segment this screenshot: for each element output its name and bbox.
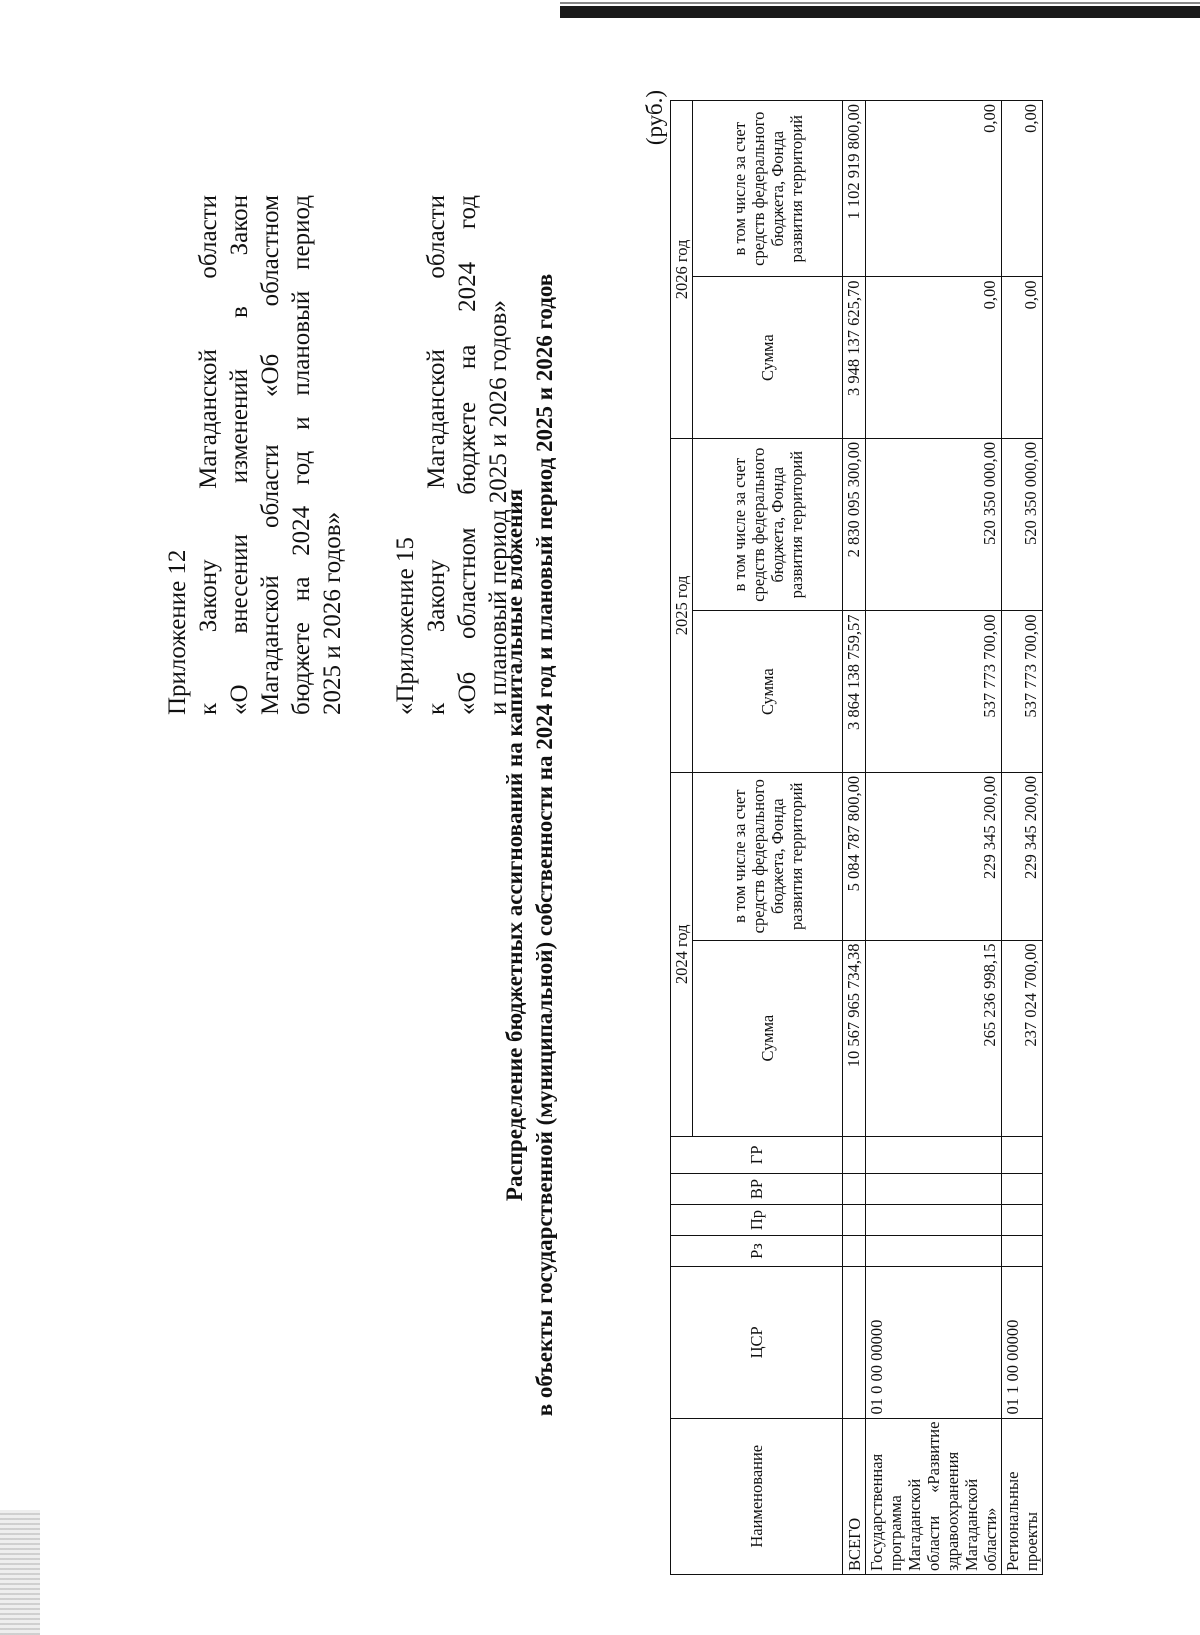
annex12-word: Закону — [195, 559, 222, 633]
row-sum-2024: 10 567 965 734,38 — [843, 940, 866, 1136]
annex15-word: Закону — [423, 559, 450, 633]
annex15-word: на — [454, 344, 481, 370]
header-year-2026: 2026 год — [671, 101, 693, 439]
row-sum-2024: 237 024 700,00 — [1002, 940, 1043, 1136]
annex12-word: на — [288, 576, 315, 602]
annex15-line — [421, 195, 452, 715]
annex12-word: Магаданской — [195, 349, 222, 489]
annex12-line — [193, 195, 224, 715]
header-csr: ЦСР — [671, 1267, 843, 1418]
annex12-line — [317, 195, 348, 715]
row-gr — [866, 1136, 1002, 1173]
annex15-word: 2024 — [454, 261, 481, 312]
unit-label: (руб.) — [642, 90, 667, 146]
row-csr: 01 1 00 00000 — [1002, 1267, 1043, 1418]
row-csr — [843, 1267, 866, 1418]
annex12-word: к — [195, 702, 222, 715]
header-sum-2024: Сумма — [693, 940, 843, 1136]
header-year-2024: 2024 год — [671, 772, 693, 1136]
row-federal-2024: 5 084 787 800,00 — [843, 772, 866, 940]
row-vr — [1002, 1173, 1043, 1204]
row-federal-2025: 520 350 000,00 — [866, 438, 1002, 611]
row-name: Государственная программа Магаданской области «Развитие здравоохранения Магаданской области» — [866, 1418, 1002, 1574]
row-sum-2026: 0,00 — [1002, 277, 1043, 438]
annex12-word: Закон — [226, 195, 253, 256]
document-title — [500, 115, 560, 1575]
header-incl-2025: в том числе за счет средств федерального бюджета, Фонда развития территорий — [693, 438, 843, 611]
annex15-word: год — [454, 195, 481, 230]
annex15-word: области — [423, 195, 450, 279]
row-federal-2024: 229 345 200,00 — [866, 772, 1002, 940]
annex15-word: Магаданской — [423, 349, 450, 489]
annex-12-title: Приложение 12 — [164, 549, 191, 715]
row-federal-2025: 520 350 000,00 — [1002, 438, 1043, 611]
row-sum-2026: 0,00 — [866, 277, 1002, 438]
row-federal-2025: 2 830 095 300,00 — [843, 438, 866, 611]
row-federal-2026: 0,00 — [866, 101, 1002, 277]
header-name: Наименование — [671, 1418, 843, 1574]
annex15-line — [452, 195, 483, 715]
annex12-word: период — [288, 195, 315, 270]
row-sum-2026: 3 948 137 625,70 — [843, 277, 866, 438]
annex-15-block — [390, 195, 514, 715]
row-name: ВСЕГО — [843, 1418, 866, 1574]
annex12-word: год — [288, 450, 315, 485]
row-pr — [866, 1205, 1002, 1236]
document-title-line-2: в объекты государственной (муниципальной) собственности на 2024 год и плановый период 2025 и 2026 годов — [532, 273, 557, 1417]
header-incl-2024: в том числе за счет средств федерального бюджета, Фонда развития территорий — [693, 772, 843, 940]
annex-15-title: «Приложение 15 — [392, 537, 419, 715]
header-row-years — [671, 101, 693, 1575]
row-rz — [866, 1236, 1002, 1267]
header-sum-2026: Сумма — [693, 277, 843, 438]
annex12-line — [224, 195, 255, 715]
table-row-program — [866, 101, 1002, 1575]
annex12-word: бюджете — [288, 622, 315, 715]
annex12-word: плановый — [288, 290, 315, 396]
row-federal-2026: 0,00 — [1002, 101, 1043, 277]
annex12-word: «О — [226, 684, 253, 715]
annex12-word: 2024 — [288, 505, 315, 556]
annex12-word: области — [257, 444, 284, 528]
annex12-word: Магаданской — [257, 575, 284, 715]
row-gr — [1002, 1136, 1043, 1173]
annex12-line — [286, 195, 317, 715]
header-rz: Рз — [671, 1236, 843, 1267]
header-pr: Пр — [671, 1205, 843, 1236]
row-name: Региональные проекты — [1002, 1418, 1043, 1574]
annex12-word: 2025 и 2026 годов» — [319, 511, 346, 715]
annex15-word: и плановый период 2025 и 2026 годов» — [485, 300, 512, 715]
capital-investments-table — [670, 100, 1043, 1575]
table-row-regional-projects — [1002, 101, 1043, 1575]
annex15-word: областном — [454, 527, 481, 639]
annex12-line — [255, 195, 286, 715]
header-incl-2026: в том числе за счет средств федерального бюджета, Фонда развития территорий — [693, 101, 843, 277]
header-year-2025: 2025 год — [671, 438, 693, 772]
document-title-line-1: Распределение бюджетных ассигнований на капитальные вложения — [502, 488, 527, 1202]
annex12-word: в — [226, 306, 253, 319]
annex12-word: изменений — [226, 368, 253, 484]
annex15-word: «Об — [454, 671, 481, 715]
row-vr — [866, 1173, 1002, 1204]
annex-12-block — [162, 195, 348, 715]
row-vr — [843, 1173, 866, 1204]
table-row-total — [843, 101, 866, 1575]
row-csr: 01 0 00 00000 — [866, 1267, 1002, 1418]
row-gr — [843, 1136, 866, 1173]
annex12-word: и — [288, 416, 315, 430]
row-federal-2024: 229 345 200,00 — [1002, 772, 1043, 940]
row-sum-2025: 537 773 700,00 — [866, 611, 1002, 772]
row-rz — [1002, 1236, 1043, 1267]
row-federal-2026: 1 102 919 800,00 — [843, 101, 866, 277]
row-pr — [1002, 1205, 1043, 1236]
annex12-word: внесении — [226, 534, 253, 634]
annex12-word: области — [195, 195, 222, 279]
annex12-word: «Об — [257, 353, 284, 398]
header-gr: ГР — [671, 1136, 843, 1173]
annex15-word: к — [423, 702, 450, 715]
row-rz — [843, 1236, 866, 1267]
annex-12-lines — [193, 195, 348, 715]
row-sum-2025: 3 864 138 759,57 — [843, 611, 866, 772]
annex12-word: областном — [257, 195, 284, 307]
annex15-word: бюджете — [454, 401, 481, 495]
header-vr: ВР — [671, 1173, 843, 1204]
row-pr — [843, 1205, 866, 1236]
row-sum-2024: 265 236 998,15 — [866, 940, 1002, 1136]
row-sum-2025: 537 773 700,00 — [1002, 611, 1043, 772]
header-sum-2025: Сумма — [693, 611, 843, 772]
